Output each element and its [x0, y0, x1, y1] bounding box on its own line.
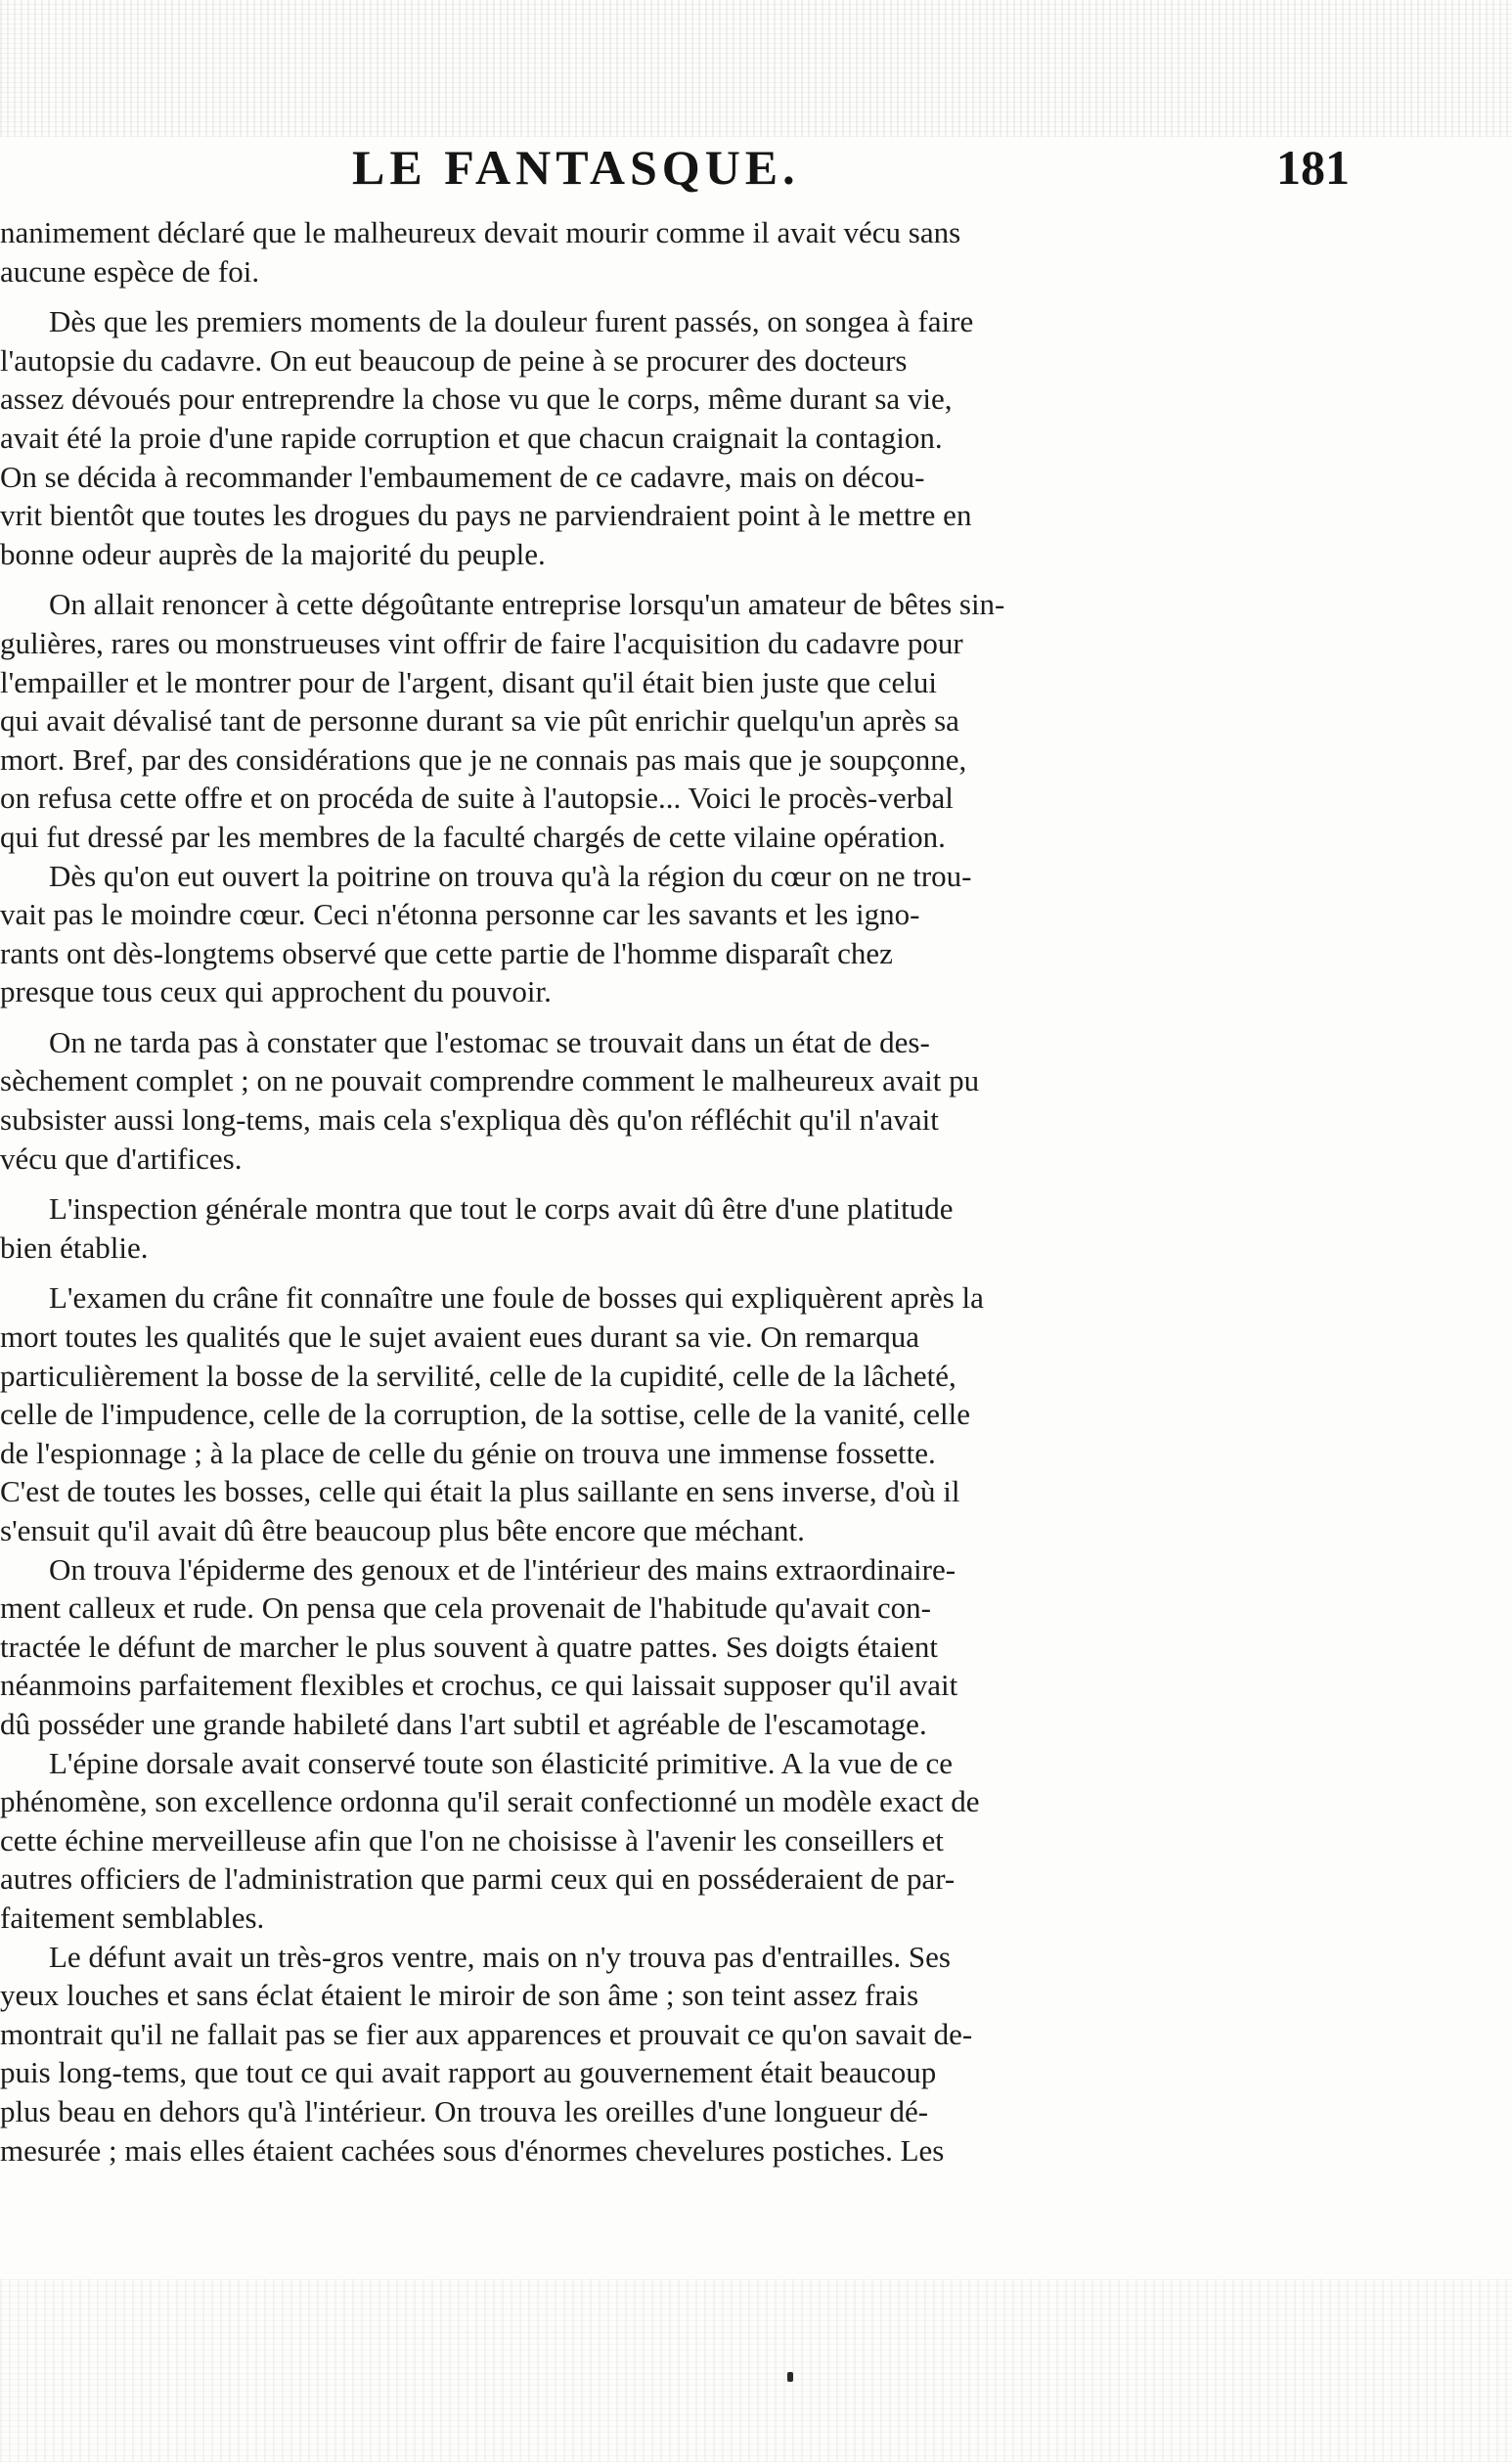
text-line: On trouva l'épiderme des genoux et de l'intérieur des mains extraordinaire-	[49, 1551, 956, 1587]
text-line: L'épine dorsale avait conservé toute son élasticité primitive. A la vue de ce	[49, 1745, 954, 1780]
text-line: mort toutes les qualités que le sujet avaient eues durant sa vie. On remarqua	[0, 1320, 920, 1355]
text-line: de l'espionnage ; à la place de celle du génie on trouva une immense fossette.	[0, 1435, 936, 1470]
text-line: vait pas le moindre cœur. Ceci n'étonna personne car les savants et les igno-	[0, 897, 920, 932]
text-line: subsister aussi long-tems, mais cela s'expliqua dès qu'on réfléchit qu'il n'avait	[0, 1102, 939, 1138]
text-line: Dès qu'on eut ouvert la poitrine on trouva qu'à la région du cœur on ne trou-	[49, 858, 972, 893]
text-line: l'autopsie du cadavre. On eut beaucoup de peine à se procurer des docteurs	[0, 342, 908, 378]
text-line: assez dévoués pour entreprendre la chose vu que le corps, même durant sa vie,	[0, 381, 953, 417]
text-line: rants ont dès-longtems observé que cette partie de l'homme disparaît chez	[0, 935, 893, 970]
text-line: C'est de toutes les bosses, celle qui était la plus saillante en sens inverse, d'où il	[0, 1474, 960, 1509]
text-line: qui fut dressé par les membres de la faculté chargés de cette vilaine opération.	[0, 819, 946, 854]
text-line: celle de l'impudence, celle de la corruption, de la sottise, celle de la vanité, celle	[0, 1397, 970, 1432]
text-line: cette échine merveilleuse afin que l'on ne choisisse à l'avenir les conseillers et	[0, 1822, 944, 1858]
text-line: dû posséder une grande habileté dans l'art subtil et agréable de l'escamotage.	[0, 1706, 927, 1741]
text-line: néanmoins parfaitement flexibles et crochus, ce qui laissait supposer qu'il avait	[0, 1668, 958, 1703]
text-line: gulières, rares ou monstrueuses vint offrir de faire l'acquisition du cadavre pour	[0, 625, 963, 660]
text-line: On se décida à recommander l'embaumement de ce cadavre, mais on décou-	[0, 459, 925, 494]
scan-noise-bottom	[0, 2279, 1512, 2462]
text-line: on refusa cette offre et on procéda de suite à l'autopsie... Voici le procès-verbal	[0, 781, 954, 816]
text-line: vrit bientôt que toutes les drogues du pays ne parviendraient point à le mettre en	[0, 498, 972, 533]
text-line: L'inspection générale montra que tout le corps avait dû être d'une platitude	[49, 1191, 954, 1227]
text-line: plus beau en dehors qu'à l'intérieur. On trouva les oreilles d'une longueur dé-	[0, 2093, 929, 2128]
text-line: particulièrement la bosse de la servilité, celle de la cupidité, celle de la lâcheté,	[0, 1358, 956, 1393]
text-line: mort. Bref, par des considérations que je ne connais pas mais que je soupçonne,	[0, 741, 967, 777]
text-line: avait été la proie d'une rapide corruption et que chacun craignait la contagion.	[0, 420, 943, 455]
text-line: L'examen du crâne fit connaître une foule de bosses qui expliquèrent après la	[49, 1280, 984, 1316]
scan-noise-top	[0, 0, 1512, 137]
text-line: vécu que d'artifices.	[0, 1141, 243, 1176]
text-line: bien établie.	[0, 1230, 149, 1265]
running-title: LE FANTASQUE.	[352, 140, 800, 195]
text-line: On allait renoncer à cette dégoûtante entreprise lorsqu'un amateur de bêtes sin-	[49, 587, 1005, 622]
text-line: tractée le défunt de marcher le plus souvent à quatre pattes. Ses doigts étaient	[0, 1629, 938, 1664]
text-line: montrait qu'il ne fallait pas se fier aux apparences et prouvait ce qu'on savait de-	[0, 2016, 973, 2051]
text-line: sèchement complet ; on ne pouvait comprendre comment le malheureux avait pu	[0, 1063, 980, 1098]
text-line: s'ensuit qu'il avait dû être beaucoup plus bête encore que méchant.	[0, 1513, 805, 1547]
ink-speck	[787, 2372, 793, 2382]
body-text	[0, 213, 1369, 2170]
text-line: yeux louches et sans éclat étaient le miroir de son âme ; son teint assez frais	[0, 1978, 919, 2013]
text-line: Dès que les premiers moments de la douleur furent passés, on songea à faire	[49, 304, 974, 339]
text-line: nanimement déclaré que le malheureux devait mourir comme il avait vécu sans	[0, 215, 961, 249]
text-line: autres officiers de l'administration que parmi ceux qui en posséderaient de par-	[0, 1861, 956, 1897]
text-line: faitement semblables.	[0, 1900, 265, 1935]
text-line: presque tous ceux qui approchent du pouvoir.	[0, 974, 552, 1009]
text-line: bonne odeur auprès de la majorité du peuple.	[0, 536, 546, 571]
text-line: puis long-tems, que tout ce qui avait rapport au gouvernement était beaucoup	[0, 2055, 937, 2090]
text-line: qui avait dévalisé tant de personne durant sa vie pût enrichir quelqu'un après sa	[0, 703, 959, 739]
page-number: 181	[1276, 140, 1350, 195]
text-line: On ne tarda pas à constater que l'estomac se trouvait dans un état de des-	[49, 1024, 930, 1059]
text-line: aucune espèce de foi.	[0, 253, 260, 289]
text-line: ment calleux et rude. On pensa que cela provenait de l'habitude qu'avait con-	[0, 1590, 931, 1626]
text-line: Le défunt avait un très-gros ventre, mais on n'y trouva pas d'entrailles. Ses	[49, 1939, 951, 1974]
page-header	[352, 139, 1350, 207]
text-line: mesurée ; mais elles étaient cachées sous d'énormes chevelures postiches. Les	[0, 2132, 945, 2168]
text-line: phénomène, son excellence ordonna qu'il serait confectionné un modèle exact de	[0, 1784, 980, 1819]
text-line: l'empailler et le montrer pour de l'argent, disant qu'il était bien juste que celui	[0, 664, 937, 699]
